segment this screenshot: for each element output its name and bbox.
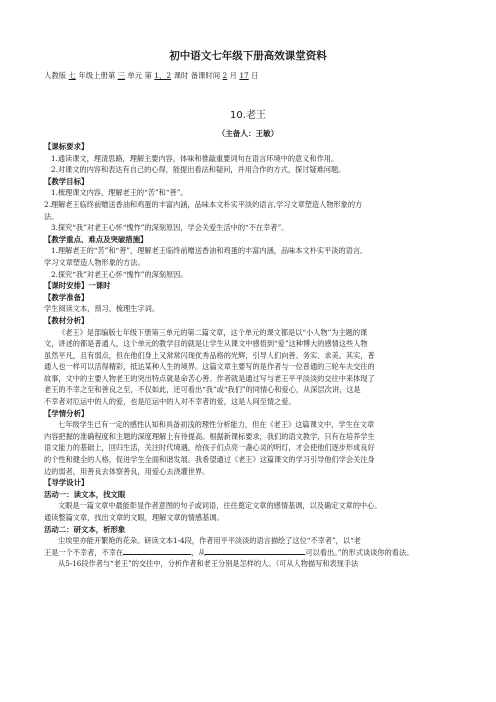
fill-in-text: 王是一个不幸者，不幸在 (44, 547, 124, 557)
paragraph-line: 文，讲述的都是普通人，这个单元的教学目的就是让学生从课文中感悟到“爱”这种博大的感情这些人物 (44, 339, 368, 349)
answer-blank[interactable] (205, 547, 305, 555)
lesson-info-line (44, 70, 259, 81)
paragraph-line: 法。 (44, 211, 59, 221)
paragraph-line: 3.探究“我”对老王心怀“愧怍”的深刻原因，学会关爱生活中的“不在幸者”。 (51, 223, 289, 233)
document-body (44, 141, 456, 570)
paragraph-line: 《老王》是部编版七年级下册第三单元的第二篇文章，这个单元的课文都是以“小人物”为主题的课 (58, 327, 368, 337)
paragraph-line: 学习文章塑造人物形象的方法。 (44, 257, 145, 267)
fill-in-text: 可以看出。”的形式谈谈你的看法。 (305, 547, 414, 557)
section-heading-student-analysis: 【学情分析】 (44, 408, 89, 418)
paragraph-line: 不幸者对厄运中的人的爱，也是厄运中的人对不幸者的爱，这是人间至情之爱。 (44, 397, 296, 407)
paragraph-line: 的个性和健全的人格，促进学生全面和谐发展。我希望通过《老王》这篇课文的学习引导他们学会关注身 (44, 455, 375, 465)
section-heading-schedule: 【课时安排】一课时 (44, 281, 111, 291)
paragraph-line: 尘埃里亦能开繁艳的花朵。研读文本1-4段，作者用平平淡淡的语言描绘了这位“不幸者”，以“老 (58, 536, 361, 546)
paragraph-line: 语文能力的基础上，回归生活，关注时代境遇，给孩子们点亮一盏心灵的明灯，才会使他们逐步形成良好 (44, 443, 375, 453)
section-heading-guided-design: 【导学设计】 (44, 478, 89, 488)
paragraph-line: 通读整篇文章，找出文章的文眼，理解文章的情感基调。 (44, 513, 224, 522)
paragraph-line: 1.梳理课文内容，理解老王的“苦”和“善”。 (51, 188, 188, 198)
unit-label: 单元 第 (127, 71, 152, 80)
document-title: 初中语文七年级下册高效课堂资料 (169, 50, 327, 62)
paragraph-line: 通人也一样可以活得精彩，抵达某种人生的境界。这篇文章主要写的是作者与一位普通的三轮车夫交往的 (44, 362, 375, 372)
paragraph-line: 内容把握的准确程度和主题的深度理解上有待提高。根据新课标要求，我们的语文教学，只有在培养学生 (44, 431, 375, 441)
paragraph-line: 七年级学生已有一定的感性认知和具备初浅的理性分析能力，但在《老王》这篇课文中，学生在文章 (58, 420, 375, 430)
month-label: 月 (229, 71, 237, 80)
day-value: 17 (239, 71, 249, 80)
activity-heading-2: 活动二：研文本，析形象 (44, 524, 126, 534)
paragraph-line: 故事，文中的主要人物老王的突出特点就是命苦心善。作者就是通过写与老王平平淡淡的交往中来体现了 (44, 373, 375, 383)
paragraph-line: 1.通读课文，理清思路，理解主要内容，体味和推敲重要词句在语言环境中的意义和作用。 (51, 153, 339, 163)
edition-label: 人教版 (44, 71, 67, 80)
period-value: 1、2 (154, 71, 172, 80)
paragraph-line: 从5-16段作者与“老王”的交往中，分析作者和老王分别是怎样的人。（可从人物描写和表现手法 (58, 559, 359, 569)
paragraph-line: 虽然平凡，且有弱点，但在他们身上又常常闪现优秀品格的光辉，引导人们向善、务实、求美。其实，普 (44, 350, 375, 360)
section-heading-preparation: 【教学准备】 (44, 292, 89, 302)
paragraph-line: 2.理解老王临终前赠送香油和鸡蛋的丰富内涵，品味本文朴实平淡的语言,学习文章塑造人物形象的方 (44, 199, 363, 209)
activity-heading-1: 活动一：读文本，找文眼 (44, 489, 126, 499)
paragraph-line: 边的弱者，用善良去体察善良，用爱心去浇灌世界。 (44, 466, 210, 476)
paragraph-line: 1.理解老王的“苦”和“善”，理解老王临终前赠送香油和鸡蛋的丰富内涵，品味本文朴实平淡的语言, (51, 246, 363, 256)
paragraph-line: 2.对课文的内容和表达有自己的心得，能提出看法和疑问，并用合作的方式，探讨疑难问题。 (51, 165, 346, 175)
section-heading-key-points: 【教学重点、难点及突破措施】 (44, 234, 148, 244)
paragraph-line: 文眼是一篇文章中最能彰显作者意图的句子或词语，往往奠定文章的感情基调，以及确定文章的中心。 (58, 501, 382, 511)
unit-value: 三 (117, 71, 126, 80)
section-heading-material-analysis: 【教材分析】 (44, 315, 89, 325)
section-heading-objectives: 【教学目标】 (44, 176, 89, 186)
paragraph-line: 学生阅读文本，预习，梳理生字词。 (44, 304, 160, 314)
grade-label: 年级上册第 (78, 71, 116, 80)
fill-in-text: ，从 (191, 547, 206, 557)
paragraph-line: 老王的不幸之至和善良之至，不仅如此，还可看出“我”或“我们”的同情心和爱心，从深层次讲，这是 (44, 385, 361, 395)
paragraph-line: 2.探究“我”对老王心怀“愧怍”的深刻原因。 (51, 269, 188, 279)
editor-line: （主备人：王敏） (217, 129, 279, 138)
answer-blank[interactable] (123, 547, 191, 555)
fill-in-line (44, 547, 456, 559)
day-label: 日 (251, 71, 259, 80)
prep-time-label: 课时 备课时间 (173, 71, 221, 80)
grade-value: 七 (68, 71, 76, 80)
section-heading-curriculum: 【课标要求】 (44, 142, 89, 151)
month-value: 2 (222, 71, 228, 80)
lesson-title: 10.老王 (230, 110, 266, 121)
